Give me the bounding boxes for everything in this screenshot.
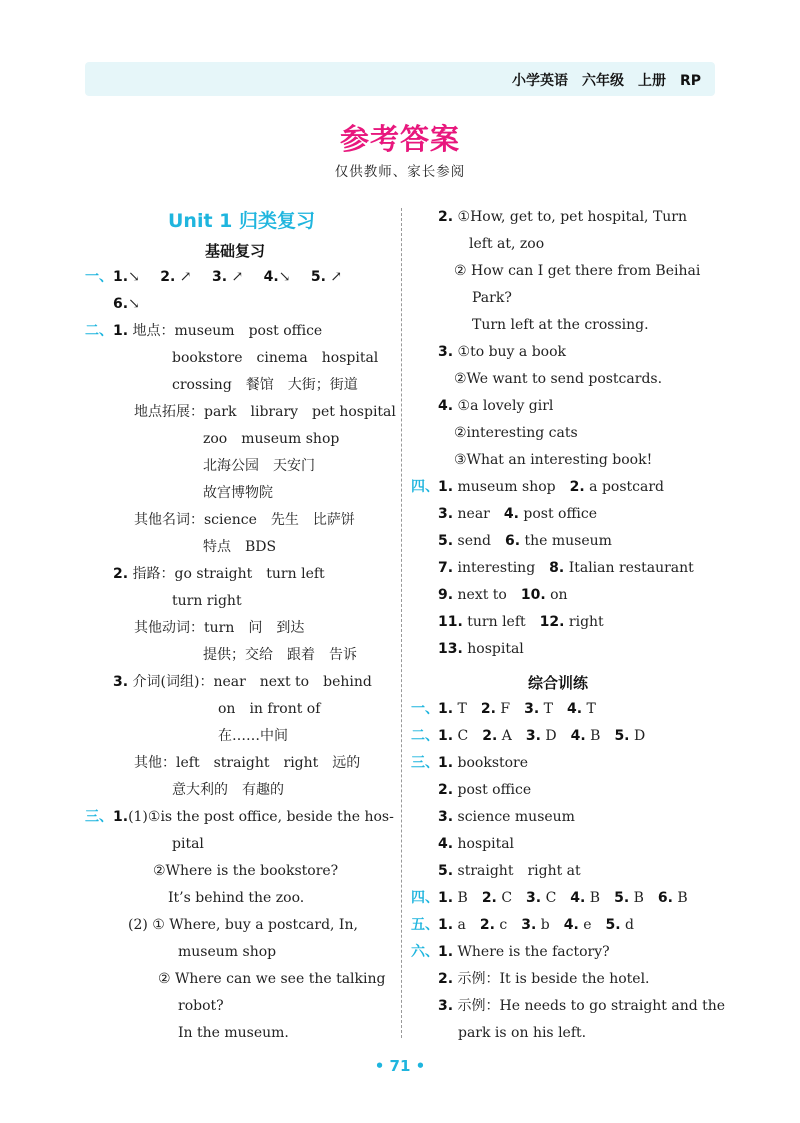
q2-2-line3: 其他动词：turn 问 到达	[134, 620, 305, 636]
q4-label: 四、	[411, 479, 439, 495]
q2-1-line2: bookstore cinema hospital	[172, 350, 379, 366]
q2-3-line5: 意大利的 有趣的	[172, 782, 284, 798]
q3-1-line7: ② Where can we see the talking	[158, 971, 386, 987]
s2-q6-line1: 1. Where is the factory?	[438, 944, 610, 960]
q3-3-line1: 3. ①to buy a book	[438, 344, 567, 360]
q2-1-line5: zoo museum shop	[203, 431, 340, 447]
s2-q1-line: 1. T 2. F 3. T 4. T	[438, 701, 596, 717]
q2-label: 二、	[85, 323, 113, 339]
s2-q4-label: 四、	[411, 890, 439, 906]
q4-line6: 11. turn left 12. right	[438, 614, 604, 630]
page-number: • 71 •	[374, 1057, 426, 1075]
s2-q3-label: 三、	[411, 755, 439, 771]
s2-q2-line: 1. C 2. A 3. D 4. B 5. D	[438, 728, 646, 744]
page-subtitle: 仅供教师、家长参阅	[334, 164, 466, 180]
q3-2-line1: 2. ①How, get to, pet hospital, Turn	[438, 209, 688, 225]
q4-line1: 1. museum shop 2. a postcard	[438, 479, 664, 495]
s2-q3-line3: 3. science museum	[438, 809, 575, 825]
q3-1-line3: ②Where is the bookstore?	[153, 863, 339, 879]
unit-title: Unit 1 归类复习	[168, 210, 315, 232]
q2-1-line3: crossing 餐馆 大街；街道	[172, 377, 358, 393]
s2-q6-line2: 2. 示例：It is beside the hotel.	[438, 971, 650, 987]
q2-3-line2: on in front of	[218, 701, 321, 717]
q3-1-line5: (2) ① Where, buy a postcard, In,	[128, 917, 358, 933]
q3-2-line5: Turn left at the crossing.	[472, 317, 649, 333]
s2-q6-label: 六、	[411, 944, 439, 960]
q3-1-line8: robot?	[178, 998, 224, 1014]
q2-2-line4: 提供；交给 跟着 告诉	[203, 647, 357, 663]
q3-2-line2: left at, zoo	[469, 236, 545, 252]
q4-line4: 7. interesting 8. Italian restaurant	[438, 560, 694, 576]
q3-4-line3: ③What an interesting book!	[454, 452, 653, 468]
q2-1-line7: 故宫博物院	[203, 485, 273, 501]
q2-1-line9: 特点 BDS	[203, 539, 277, 555]
q4-line3: 5. send 6. the museum	[438, 533, 612, 549]
q2-2-line1: 2. 指路：go straight turn left	[113, 566, 325, 582]
header-bar	[85, 62, 715, 96]
header-text: 小学英语 六年级 上册 RP	[511, 73, 701, 89]
s2-q2-label: 二、	[411, 728, 439, 744]
s2-q4-line: 1. B 2. C 3. C 4. B 5. B 6. B	[438, 890, 688, 906]
s2-q5-line: 1. a 2. c 3. b 4. e 5. d	[438, 917, 635, 933]
q2-1-line4: 地点拓展：park library pet hospital	[134, 404, 396, 420]
q2-3-line1: 3. 介词(词组)：near next to behind	[113, 674, 372, 690]
q3-1-line4: It’s behind the zoo.	[168, 890, 305, 906]
q3-4-line2: ②interesting cats	[454, 425, 578, 441]
q2-3-line3: 在……中间	[218, 728, 288, 744]
q3-1-line9: In the museum.	[178, 1025, 289, 1041]
q4-line2: 3. near 4. post office	[438, 506, 598, 522]
s2-q3-line5: 5. straight right at	[438, 863, 581, 879]
q3-1-line1: 1.(1)①is the post office, beside the hos-	[113, 809, 394, 825]
s2-q6-line3: 3. 示例：He needs to go straight and the	[438, 998, 726, 1014]
q2-3-line4: 其他：left straight right 远的	[134, 755, 361, 771]
s2-q3-line1: 1. bookstore	[438, 755, 529, 771]
q3-1-line6: museum shop	[178, 944, 277, 960]
q1-label: 一、	[85, 269, 113, 285]
column-divider	[401, 208, 402, 1038]
q4-line5: 9. next to 10. on	[438, 587, 568, 603]
s2-q3-line4: 4. hospital	[438, 836, 515, 852]
q3-2-line4: Park?	[472, 290, 512, 306]
q3-4-line1: 4. ①a lovely girl	[438, 398, 554, 414]
section-title-comprehensive: 综合训练	[528, 674, 589, 692]
q1-line2: 6.↘	[113, 296, 140, 312]
q2-2-line2: turn right	[172, 593, 242, 609]
q3-2-line3: ② How can I get there from Beihai	[454, 263, 701, 279]
q3-label: 三、	[85, 809, 113, 825]
q2-1-line1: 1. 地点：museum post office	[113, 323, 323, 339]
q4-line7: 13. hospital	[438, 641, 524, 657]
q2-1-line8: 其他名词：science 先生 比萨饼	[134, 512, 355, 528]
s2-q5-label: 五、	[411, 917, 439, 933]
q3-1-line2: pital	[172, 836, 204, 852]
q3-3-line2: ②We want to send postcards.	[454, 371, 663, 387]
s2-q3-line2: 2. post office	[438, 782, 532, 798]
q2-1-line6: 北海公园 天安门	[203, 458, 315, 474]
page-title: 参考答案	[339, 122, 460, 156]
section-title-basic: 基础复习	[205, 242, 266, 260]
q1-line1: 1.↘ 2. ↗ 3. ↗ 4.↘ 5. ↗	[113, 269, 343, 285]
s2-q6-line4: park is on his left.	[458, 1025, 587, 1041]
s2-q1-label: 一、	[411, 701, 439, 717]
